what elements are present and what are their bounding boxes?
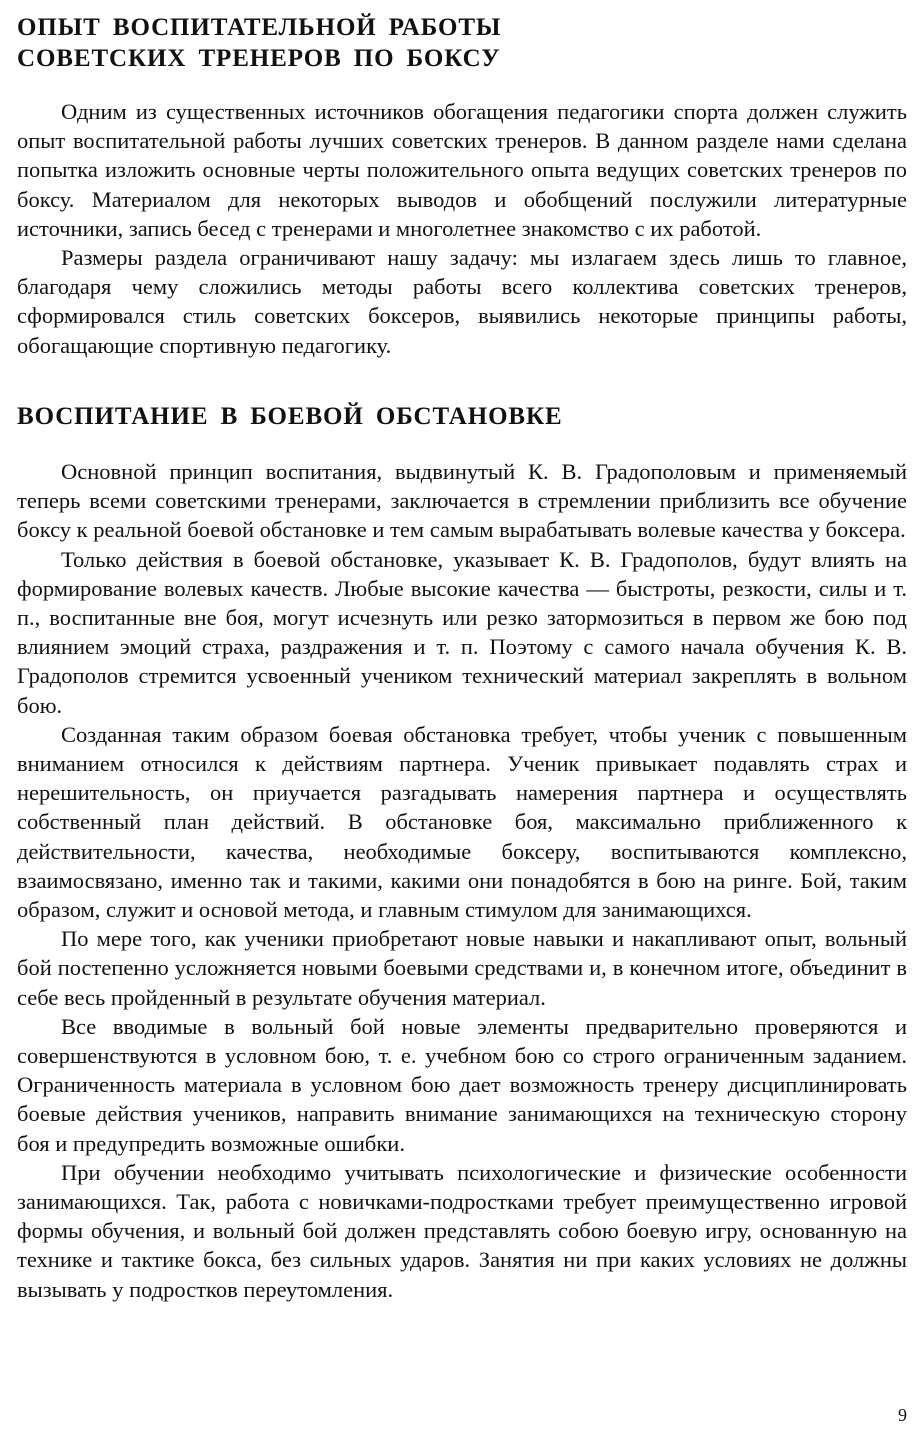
section-paragraph-6: При обучении необходимо учитывать психологические и физические особенности занимающихся. Так, работа с новичками-подростками требует преимущественно игровой формы обучения, и вольный бой должен представлять собою боевую игру, основанную на технике и тактике бокса, без сильных ударов. Занятия ни при каких условиях не должны вызывать у подростков переутомления. xyxy=(17,1159,907,1302)
chapter-title-line-1: ОПЫТ ВОСПИТАТЕЛЬНОЙ РАБОТЫ xyxy=(17,14,502,41)
section-paragraph-1: Основной принцип воспитания, выдвинутый К. В. Градополовым и применяемый теперь всеми советскими тренерами, заключается в стремлении приблизить все обучение боксу к реальной боевой обстановке и тем самым вырабатывать волевые качества у боксера. xyxy=(17,459,907,543)
chapter-title xyxy=(17,12,501,74)
section-paragraph-4: По мере того, как ученики приобретают новые навыки и накапливают опыт, вольный бой постепенно усложняется новыми боевыми средствами и, в конечном итоге, объединит в себе весь пройденный в результате обучения материал. xyxy=(17,926,907,1010)
intro-paragraph-1: Одним из существенных источников обогащения педагогики спорта должен служить опыт воспитательной работы лучших советских тренеров. В данном разделе нами сделана попытка изложить основные черты положительного опыта ведущих советских тренеров по боксу. Материалом для некоторых выводов и обобщений послужили литературные источники, запись бесед с тренерами и многолетнее знакомство с их работой. xyxy=(17,99,907,241)
section-heading: ВОСПИТАНИЕ В БОЕВОЙ ОБСТАНОВКЕ xyxy=(17,403,563,430)
page-number: 9 xyxy=(898,1405,907,1425)
section-paragraph-3: Созданная таким образом боевая обстановка требует, чтобы ученик с повышенным вниманием относился к действиям партнера. Ученик привыкает подавлять страх и нерешительность, он приучается разгадывать намерения партнера и осуществлять собственный план действий. В обстановке боя, максимально приближенного к действительности, качества, необходимые боксеру, воспитываются комплексно, взаимосвязано, именно так и такими, какими они понадобятся в бою на ринге. Бой, таким образом, служит и основой метода, и главным стимулом для занимающихся. xyxy=(17,721,907,923)
chapter-title-line-2: СОВЕТСКИХ ТРЕНЕРОВ ПО БОКСУ xyxy=(17,45,501,72)
intro-paragraph-2: Размеры раздела ограничивают нашу задачу: мы излагаем здесь лишь то главное, благодаря чему сложились методы работы всего коллектива советских тренеров, сформировался стиль советских боксеров, выявились некоторые принципы работы, обогащающие спортивную педагогику. xyxy=(17,245,907,358)
section-paragraph-5: Все вводимые в вольный бой новые элементы предварительно проверяются и совершенствуются в условном бою, т. е. учебном бою со строго ограниченным заданием. Ограниченность материала в условном бою дает возможность тренеру дисциплинировать боевые действия учеников, направить внимание занимающихся на техническую сторону боя и предупредить возможные ошибки. xyxy=(17,1013,907,1156)
section-text xyxy=(17,457,907,1304)
section-paragraph-2: Только действия в боевой обстановке, указывает К. В. Градополов, будут влиять на формирование волевых качеств. Любые высокие качества — быстроты, резкости, силы и т. п., воспитанные вне боя, могут исчезнуть или резко затормозиться в первом же бою под влиянием эмоций страха, раздражения и т. п. Поэтому с самого начала обучения К. В. Градополов стремится усвоенный учеником технический материал закреплять в вольном бою. xyxy=(17,546,907,718)
intro-text xyxy=(17,97,907,360)
